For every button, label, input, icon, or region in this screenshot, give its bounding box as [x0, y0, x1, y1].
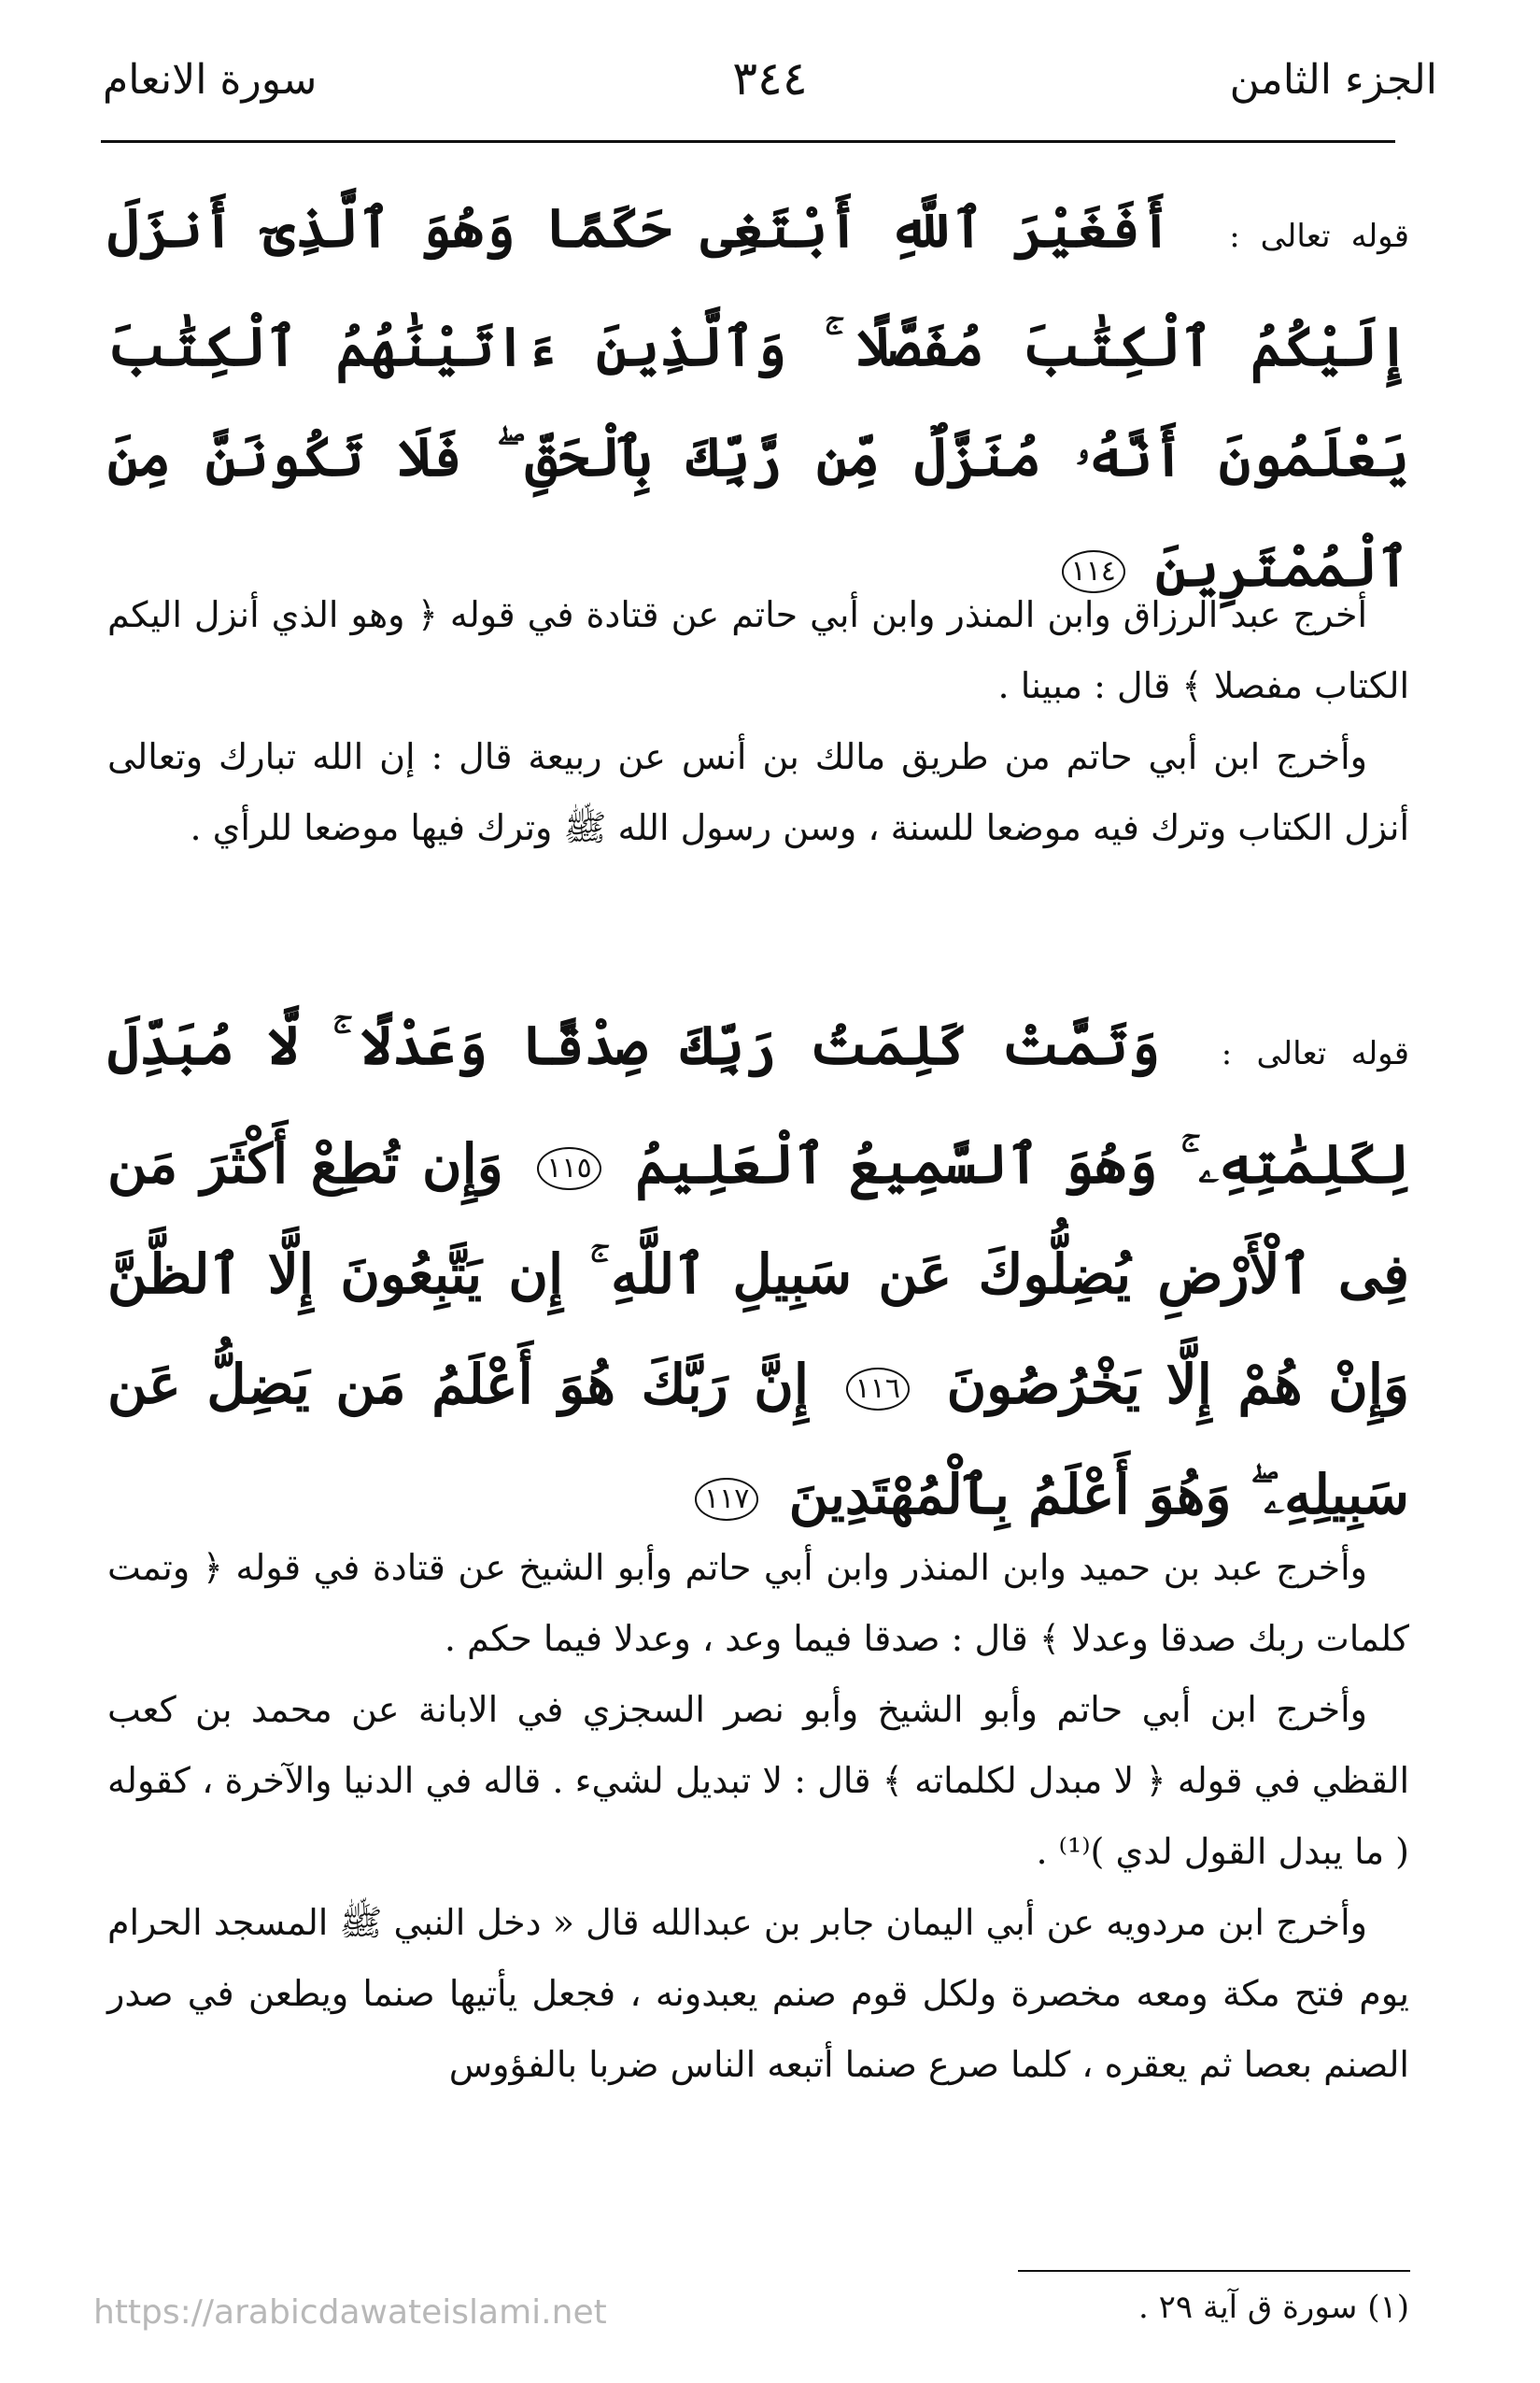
- page-number: ٣٤٤: [732, 51, 808, 106]
- commentary-paragraph: وأخرج ابن أبي حاتم من طريق مالك بن أنس عن ربيعة قال : إن الله تبارك وتعالى أنزل الكتاب وترك فيه موضعا للسنة ، وسن رسول الله ﷺ وترك فيها موضعا للرأي .: [107, 736, 1409, 848]
- header-divider: [101, 140, 1395, 143]
- verse-intro: قوله تعالى :: [1221, 1035, 1409, 1072]
- commentary-paragraph: وأخرج ابن أبي حاتم وأبو الشيخ وأبو نصر السجزي في الابانة عن محمد بن كعب القظي في قوله ﴿ لا مبدل لكلماته ﴾ قال : لا تبديل لشيء . قاله في الدنيا والآخرة ، كقوله ( ما يبدل القول لدي )⁽¹⁾ .: [107, 1689, 1409, 1872]
- verse-number-marker: ١١٧: [695, 1478, 758, 1521]
- commentary-block-2: [107, 1532, 1409, 2100]
- quran-verse: إِنَّ رَبَّكَ هُوَ أَعْلَمُ مَن يَضِلُّ عَن سَبِيلِهِۦ ۖ وَهُوَ أَعْلَمُ بِٱلْمُهْتَدِينَ: [107, 1353, 1409, 1526]
- footnote-divider: [1018, 2270, 1410, 2272]
- verse-intro: قوله تعالى :: [1229, 218, 1410, 255]
- quran-verse: وَإِن تُطِعْ أَكْثَرَ مَن فِى ٱلْأَرْضِ يُضِلُّوكَ عَن سَبِيلِ ٱللَّهِ ۚ إِن يَتَّبِعُونَ إِلَّا ٱلظَّنَّ وَإِنْ هُمْ إِلَّا يَخْرُصُونَ: [107, 1132, 1409, 1416]
- surah-label: سورة الانعام: [103, 56, 318, 104]
- watermark-url: https://arabicdawateislami.net: [93, 2293, 607, 2332]
- commentary-paragraph: أخرج عبد الرزاق وابن المنذر وابن أبي حاتم عن قتادة في قوله ﴿ وهو الذي أنزل اليكم الكتاب مفصلا ﴾ قال : مبينا .: [107, 594, 1409, 706]
- verse-block-1: [107, 173, 1409, 622]
- page-header: [103, 37, 1437, 131]
- quran-verse: وَتَمَّتْ كَلِمَتُ رَبِّكَ صِدْقًا وَعَدْلًا ۚ لَّا مُبَدِّلَ لِكَلِمَٰتِهِۦ ۚ وَهُوَ ٱلسَّمِيعُ ٱلْعَلِيمُ: [107, 1014, 1409, 1196]
- footnote: (١) سورة ق آية ٢٩ .: [1138, 2289, 1409, 2326]
- verse-number-marker: ١١٦: [846, 1368, 910, 1411]
- verse-block-2: [107, 990, 1409, 1550]
- verse-number-marker: ١١٤: [1062, 550, 1125, 593]
- commentary-paragraph: وأخرج عبد بن حميد وابن المنذر وابن أبي حاتم وأبو الشيخ عن قتادة في قوله ﴿ وتمت كلمات ربك صدقا وعدلا ﴾ قال : صدقا فيما وعد ، وعدلا فيما حكم .: [107, 1547, 1409, 1659]
- part-label: الجزء الثامن: [1229, 56, 1437, 104]
- commentary-block-1: [107, 579, 1409, 863]
- commentary-paragraph: وأخرج ابن مردويه عن أبي اليمان جابر بن عبدالله قال « دخل النبي ﷺ المسجد الحرام يوم فتح مكة ومعه مخصرة ولكل قوم صنم يعبدونه ، فجعل يأتيها صنما ويطعن في صدر الصنم بعصا ثم يعقره ، كلما صرع صنما أتبعه الناس ضربا بالفؤوس: [107, 1902, 1409, 2085]
- quran-verse: أَفَغَيْرَ ٱللَّهِ أَبْتَغِى حَكَمًا وَهُوَ ٱلَّذِىٓ أَنزَلَ إِلَيْكُمُ ٱلْكِتَٰبَ مُفَصَّلًا ۚ وَٱلَّذِينَ ءَاتَيْنَٰهُمُ ٱلْكِتَٰبَ يَعْلَمُونَ أَنَّهُۥ مُنَزَّلٌ مِّن رَّبِّكَ بِٱلْحَقِّ ۖ فَلَا تَكُونَنَّ مِنَ ٱلْمُمْتَرِينَ: [107, 196, 1409, 599]
- verse-number-marker: ١١٥: [537, 1147, 600, 1190]
